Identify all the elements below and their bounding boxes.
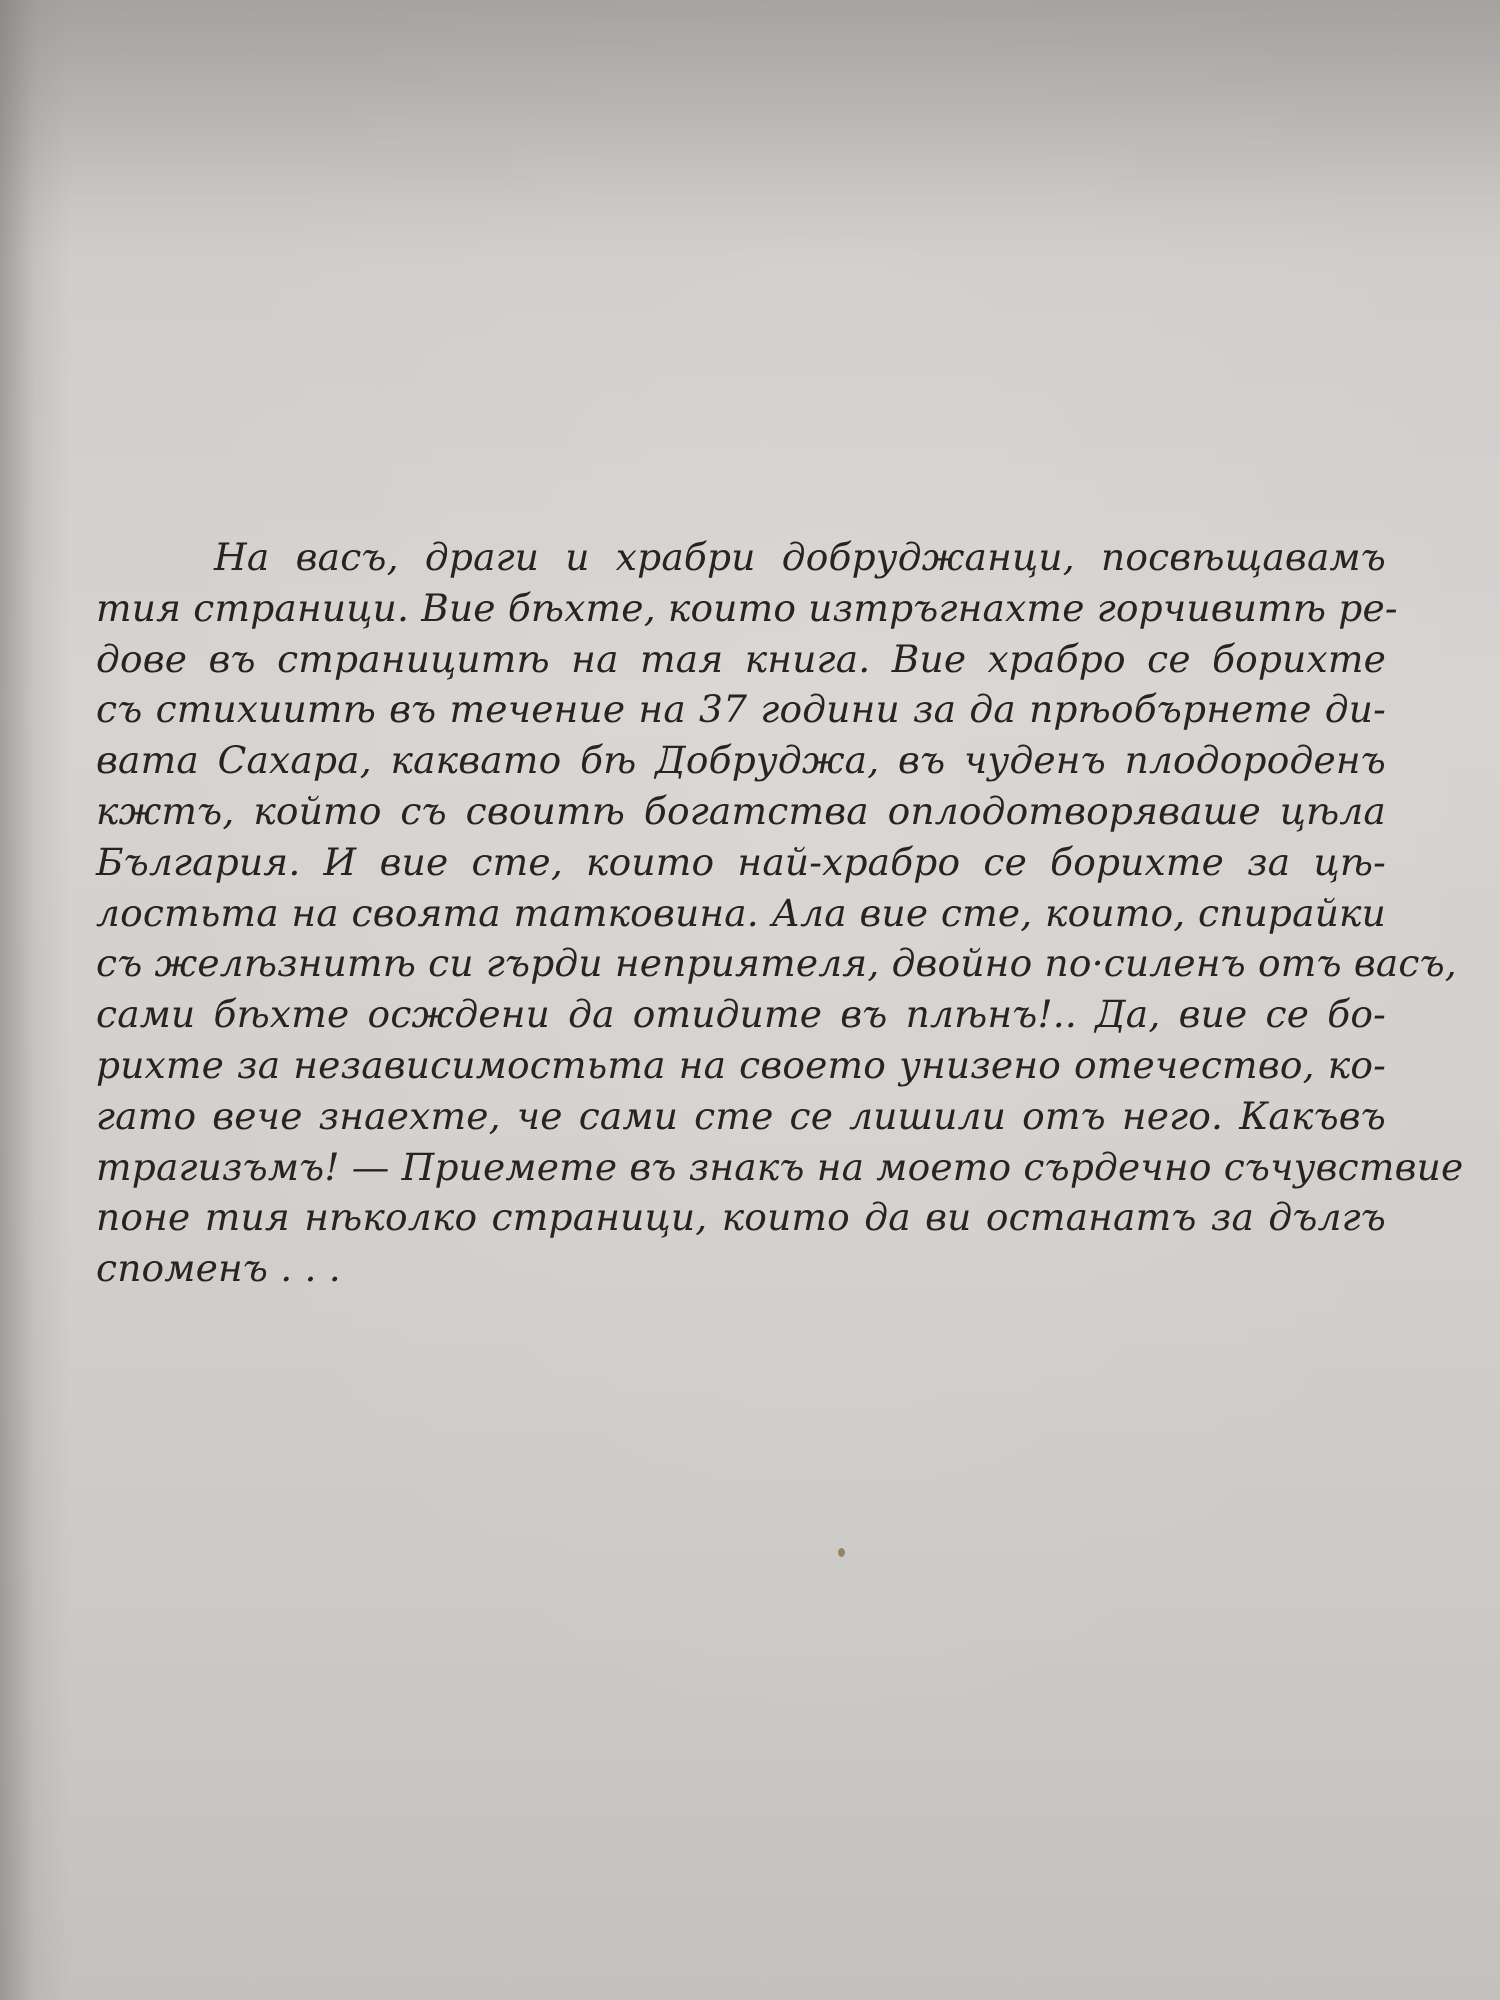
paper-speck	[838, 1548, 845, 1557]
dedication-text	[96, 532, 1464, 1294]
text-line: споменъ . . .	[96, 1246, 341, 1291]
text-line: лостьта на своята татковина. Ала вие сте, които, спирайки	[96, 890, 1386, 935]
text-line: съ желѣзнитѣ си гърди неприятеля, двойно по·силенъ отъ васъ,	[96, 941, 1457, 986]
text-line: тия страници. Вие бѣхте, които изтръгнахте горчивитѣ ре-	[96, 585, 1398, 630]
text-line: кжтъ, който съ своитѣ богатства оплодотворяваше цѣла	[96, 788, 1386, 833]
text-line: дове въ страницитѣ на тая книга. Вие храбро се борихте	[96, 636, 1386, 681]
text-line: поне тия нѣколко страници, които да ви останатъ за дългъ	[96, 1195, 1386, 1240]
text-line: На васъ, драги и храбри добруджанци, посвѣщавамъ	[214, 535, 1386, 579]
text-line: рихте за независимостьта на своето унизено отечество, ко-	[96, 1042, 1386, 1087]
text-line: съ стихиитѣ въ течение на 37 години за да прѣобърнете ди-	[96, 687, 1386, 732]
text-line: България. И вие сте, които най-храбро се борихте за цѣ-	[96, 839, 1386, 884]
text-line: трагизъмъ! — Приемете въ знакъ на моето сърдечно съчувствие	[96, 1144, 1464, 1189]
text-line: вата Сахара, каквато бѣ Добруджа, въ чуденъ плодороденъ	[96, 738, 1386, 783]
text-line: сами бѣхте осждени да отидите въ плѣнъ!.. Да, вие се бо-	[96, 992, 1386, 1037]
text-line: гато вече знаехте, че сами сте се лишили отъ него. Какъвъ	[96, 1093, 1386, 1138]
